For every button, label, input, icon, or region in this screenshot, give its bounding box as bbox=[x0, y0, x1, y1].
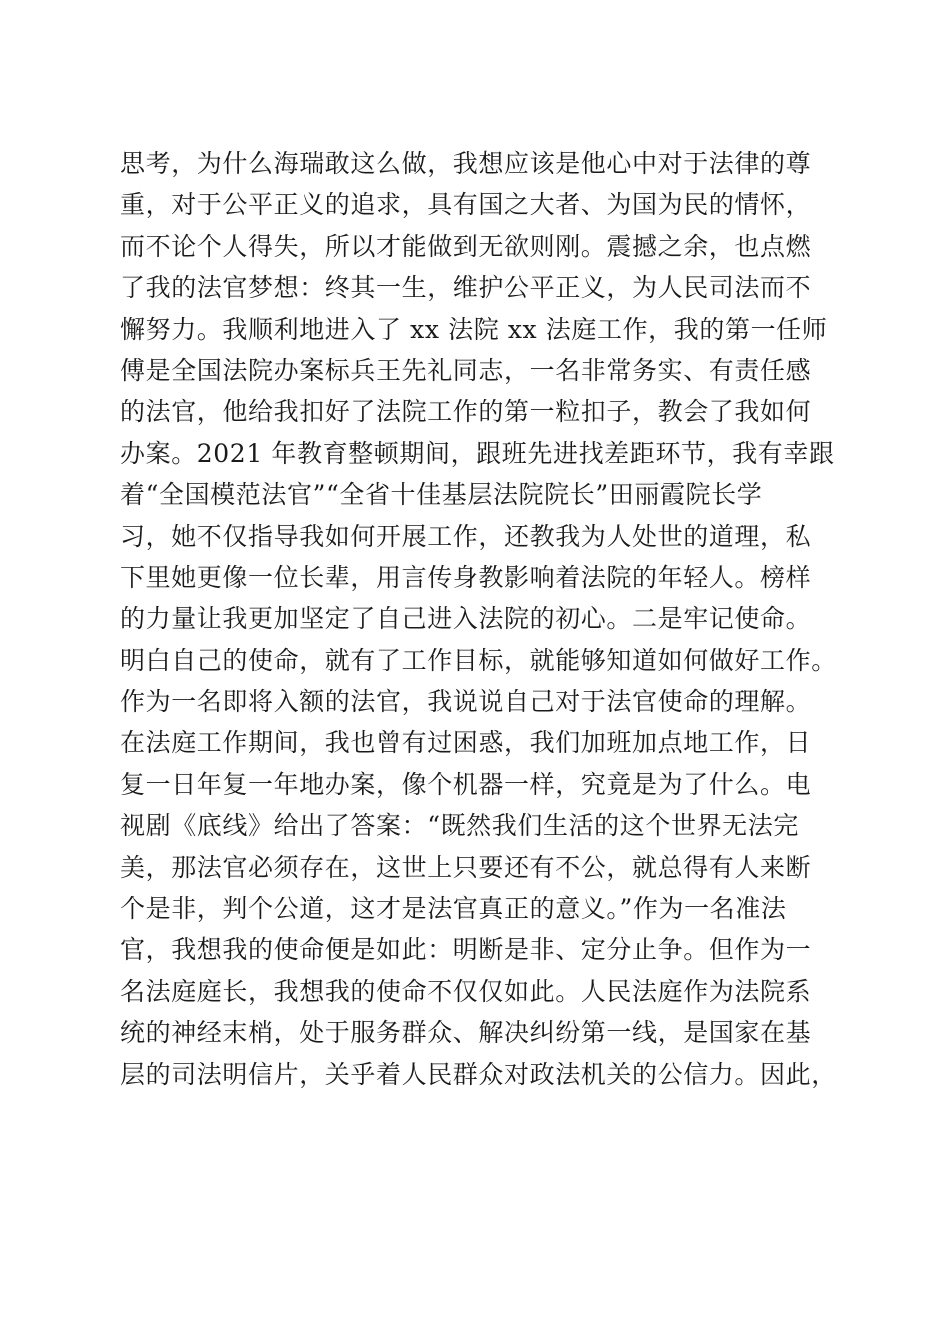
text-line: 重，对于公平正义的追求，具有国之大者、为国为民的情怀， bbox=[120, 190, 812, 220]
text-line: 复一日年复一年地办案，像个机器一样，究竟是为了什么。电 bbox=[120, 769, 812, 799]
text-line: 下里她更像一位长辈，用言传身教影响着法院的年轻人。榜样 bbox=[120, 562, 812, 592]
text-line: 傅是全国法院办案标兵王先礼同志，一名非常务实、有责任感 bbox=[120, 355, 812, 385]
text-line: 懈努力。我顺利地进入了 xx 法院 xx 法庭工作，我的第一任师 bbox=[120, 314, 828, 344]
text-line: 办案。2021 年教育整顿期间，跟班先进找差距环节，我有幸跟 bbox=[120, 438, 835, 468]
text-line: 个是非，判个公道，这才是法官真正的意义。”作为一名准法 bbox=[120, 894, 787, 924]
text-line: 着“全国模范法官”“全省十佳基层法院院长”田丽霞院长学 bbox=[120, 480, 763, 510]
text-line: 名法庭庭长，我想我的使命不仅仅如此。人民法庭作为法院系 bbox=[120, 976, 812, 1006]
text-line: 而不论个人得失，所以才能做到无欲则刚。震撼之余，也点燃 bbox=[120, 231, 812, 261]
text-line: 思考，为什么海瑞敢这么做，我想应该是他心中对于法律的尊 bbox=[120, 149, 812, 178]
text-line: 官，我想我的使命便是如此：明断是非、定分止争。但作为一 bbox=[120, 935, 812, 965]
text-line: 层的司法明信片，关乎着人民群众对政法机关的公信力。因此， bbox=[120, 1059, 837, 1089]
body-text bbox=[120, 143, 860, 1095]
text-line: 视剧《底线》给出了答案：“既然我们生活的这个世界无法完 bbox=[120, 811, 799, 841]
text-line: 在法庭工作期间，我也曾有过困惑，我们加班加点地工作，日 bbox=[120, 728, 812, 758]
text-line: 美，那法官必须存在，这世上只要还有不公，就总得有人来断 bbox=[120, 852, 812, 882]
text-line: 统的神经末梢，处于服务群众、解决纠纷第一线，是国家在基 bbox=[120, 1018, 812, 1048]
text-line: 明白自己的使命，就有了工作目标，就能够知道如何做好工作。 bbox=[120, 645, 837, 675]
text-line: 习，她不仅指导我如何开展工作，还教我为人处世的道理，私 bbox=[120, 521, 812, 551]
text-line: 的力量让我更加坚定了自己进入法院的初心。二是牢记使命。 bbox=[120, 604, 812, 634]
text-line: 了我的法官梦想：终其一生，维护公平正义，为人民司法而不 bbox=[120, 273, 812, 303]
text-line: 作为一名即将入额的法官，我说说自己对于法官使命的理解。 bbox=[120, 687, 812, 717]
text-line: 的法官，他给我扣好了法院工作的第一粒扣子，教会了我如何 bbox=[120, 397, 812, 427]
